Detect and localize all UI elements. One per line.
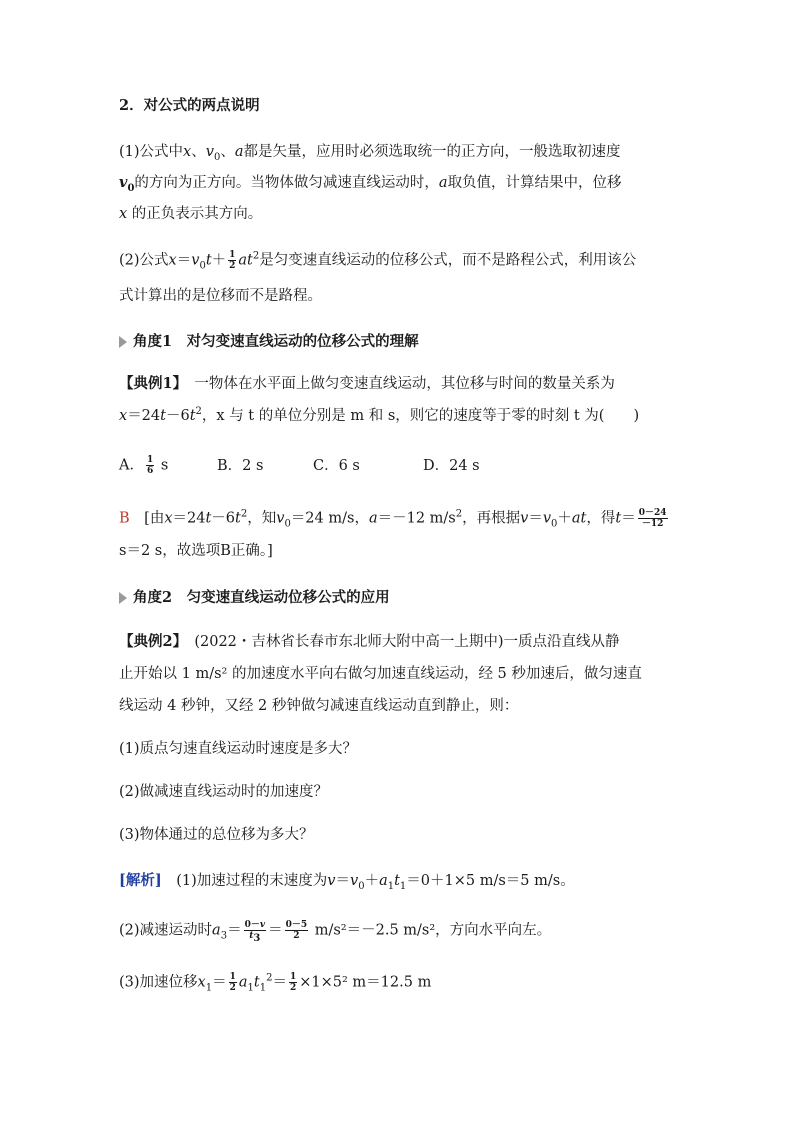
angle-2-heading: 角度2 匀变速直线运动位移公式的应用 [119, 588, 390, 608]
example-2-line-2: 止开始以 1 m/s² 的加速度水平向右做匀加速直线运动，经 5 秒加速后，做匀速直 [119, 666, 642, 682]
option-a[interactable]: A． $\frac{1}{6}$ s [119, 455, 169, 476]
question-1: (1)质点匀速直线运动时速度是多大？ [119, 741, 358, 757]
example-1-line-1: 【典例1】 一物体在水平面上做匀变速直线运动，其位移与时间的数量关系为 [119, 375, 615, 392]
option-b[interactable]: B．2 s [217, 457, 264, 474]
example-1-solution-line-1: B [由$x=24t-6t^2$，知$v_0=24$ m/s，a＝－12 $m/s^2$，再根据$v=v_0+at$，得t＝ $\frac{0-24}{-12}$ [119, 508, 667, 530]
example-1-solution-line-2: s＝2 s，故选项B正确。] [119, 543, 273, 559]
jiexi-label: [解析] [119, 872, 162, 889]
option-d[interactable]: D．24 s [423, 457, 480, 474]
option-c[interactable]: C．6 s [313, 457, 360, 474]
answer-part-3: (3)加速位移$x_1=$ $\frac{1}{2}$ $a_1t_1^2=$ $\frac{1}{2}$ ×1×5² m＝12.5 m [119, 972, 432, 994]
question-2: (2)做减速直线运动时的加速度？ [119, 784, 329, 800]
section-heading: 2．对公式的两点说明 [119, 97, 260, 114]
example-2-line-1: 【典例2】 (2022・吉林省长春市东北师大附中高一上期中)一质点沿直线从静 [119, 633, 620, 650]
angle-1-heading: 角度1 对匀变速直线运动的位移公式的理解 [119, 332, 419, 352]
paragraph-1-line-3: x 的正负表示其方向。 [119, 206, 263, 222]
triangle-arrow-icon [119, 336, 127, 348]
paragraph-1-line-1: (1)公式中x、$v_0$、a都是矢量，应用时必须选取统一的正方向，一般选取初速度 [119, 144, 621, 163]
answer-letter: B [119, 510, 130, 527]
example-2-line-3: 线运动 4 秒钟，又经 2 秒钟做匀减速直线运动直到静止，则： [119, 698, 519, 714]
example-1-line-2: $x=24t-6t^2$，x 与 t 的单位分别是 m 和 s，则它的速度等于零的时刻 t 为( ) [119, 406, 640, 424]
paragraph-1-line-2: $v_0$的方向为正方向。当物体做匀减速直线运动时，a取负值，计算结果中，位移 [119, 174, 622, 194]
paragraph-2-line-1: (2)公式$x=v_0t+$ $\frac{1}{2}$ $at^2$是匀变速直线运动的位移公式，而不是路程公式，利用该公 [119, 250, 637, 272]
answer-part-2: (2)减速运动时$a_3=$ $\frac{0-v}{t_3}$ ＝ $\frac{0-5}{2}$ m/s²＝－2.5 m/s²，方向水平向左。 [119, 920, 552, 944]
paragraph-2-line-2: 式计算出的是位移而不是路程。 [119, 288, 322, 304]
answer-part-1: [解析] (1)加速过程的末速度为$v=v_0+a_1t_1=0+1\times 5$ m/s＝5 m/s。 [119, 872, 575, 892]
question-3: (3)物体通过的总位移为多大？ [119, 827, 314, 843]
triangle-arrow-icon [119, 592, 127, 604]
example-1-options [119, 455, 480, 476]
